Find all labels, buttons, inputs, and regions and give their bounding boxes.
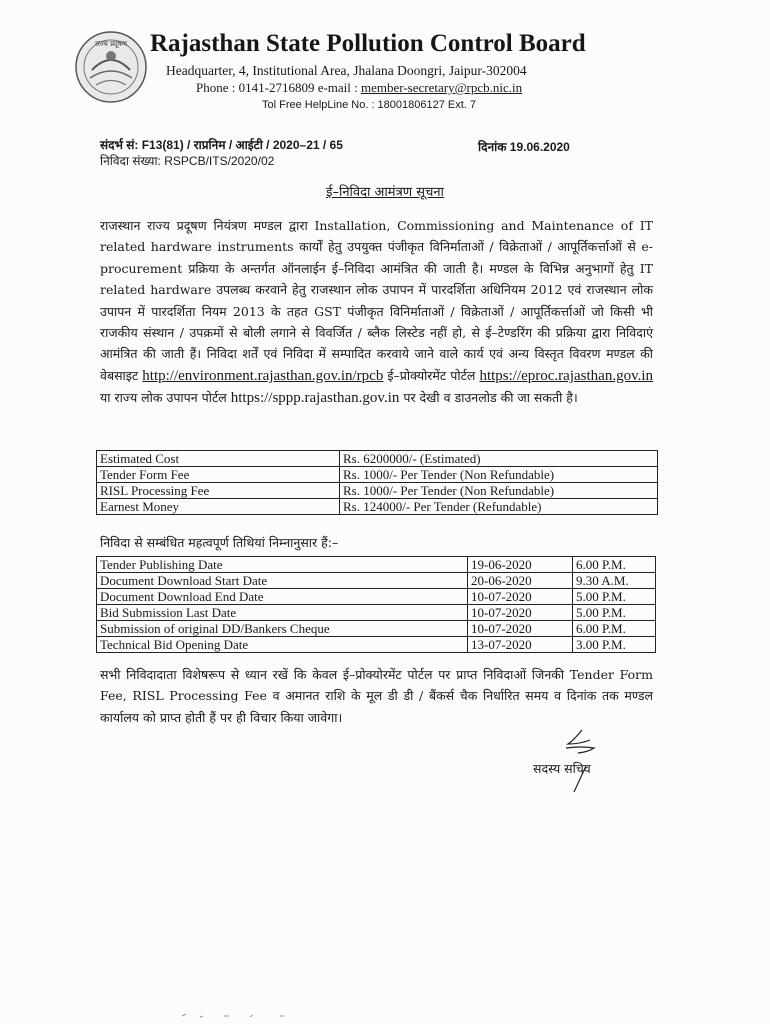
body-text-3: या राज्य लोक उपापन पोर्टल	[100, 390, 231, 406]
event-time: 6.00 P.M.	[573, 621, 656, 637]
event-label: Document Download End Date	[97, 589, 468, 605]
org-contact	[196, 80, 522, 96]
fee-label: RISL Processing Fee	[97, 483, 340, 499]
notice-date: दिनांक 19.06.2020	[478, 140, 570, 154]
event-date: 19-06-2020	[468, 557, 573, 573]
table-row	[97, 557, 656, 573]
event-label: Document Download Start Date	[97, 573, 468, 589]
tollfree-helpline: Tol Free HelpLine No. : 18001806127 Ext. 7	[262, 99, 477, 111]
email-link[interactable]: member-secretary@rpcb.nic.in	[361, 80, 523, 95]
table-row	[97, 573, 656, 589]
sppp-portal-link[interactable]: https://sppp.rajasthan.gov.in	[230, 390, 400, 407]
rspcb-logo	[74, 30, 148, 104]
fee-label: Earnest Money	[97, 499, 340, 515]
table-row	[97, 637, 656, 653]
phone-line: Phone : 0141-2716809 e-mail :	[196, 80, 362, 95]
event-time: 3.00 P.M.	[573, 637, 656, 653]
body-text-2: ई–प्रोक्योरमेंट पोर्टल	[383, 367, 480, 383]
fee-value: Rs. 6200000/- (Estimated)	[340, 451, 658, 467]
logo-text: राज्य प्रदूषण	[95, 40, 127, 48]
body-text-1: राजस्थान राज्य प्रदूषण नियंत्रण मण्डल द्वारा Installation, Commissioning and Maintenance of IT related hardware instruments कार्यों हेतु उपयुक्त पंजीकृत विनिर्माताओं / विक्रेताओं / आपूर्तिकर्त्ताओं से e-procurement प्रक्रिया के अन्तर्गत ऑनलाईन ई–निविदा आमंत्रित की जाती है। मण्डल के विभिन्न अनुभागों हेतु IT related hardware उपलब्ध करवाने हेतु राजस्थान लोक उपापन में पारदर्शिता अधिनियम 2012 एवं राजस्थान लोक उपापन में पारदर्शिता नियम 2013 के तहत GST पंजीकृत विनिर्माताओं / विक्रेताओं / आपूर्तिकर्त्ताओं जो किसी भी राजकीय संस्थान / उपक्रमों से बोली लगाने से विवर्जित / ब्लैक लिस्टेड नहीं हो, से ई–टेण्डरिंग की प्रक्रिया द्वारा निविदाएं आमंत्रित की जाती हैं। निविदा शर्तें एवं निविदा में सम्पादित करवाये जाने वाले कार्य एवं अन्य विस्तृत विवरण मण्डल की वेबसाइट	[100, 218, 653, 383]
signatory-title: सदस्य सचिव	[533, 761, 591, 776]
fee-label: Estimated Cost	[97, 451, 340, 467]
fees-table	[96, 450, 658, 515]
table-row	[97, 467, 658, 483]
fee-value: Rs. 124000/- Per Tender (Refundable)	[340, 499, 658, 515]
website-link[interactable]: http://environment.rajasthan.gov.in/rpcb	[142, 367, 384, 384]
event-time: 9.30 A.M.	[573, 573, 656, 589]
tender-number: निविदा संख्या: RSPCB/ITS/2020/02	[100, 154, 275, 168]
notice-title: ई–निविदा आमंत्रण सूचना	[326, 185, 444, 200]
fee-value: Rs. 1000/- Per Tender (Non Refundable)	[340, 467, 658, 483]
event-date: 10-07-2020	[468, 621, 573, 637]
event-date: 13-07-2020	[468, 637, 573, 653]
org-address: Headquarter, 4, Institutional Area, Jhalana Doongri, Jaipur-302004	[166, 63, 527, 78]
reference-number: संदर्भ सं: F13(81) / राप्रनिम / आईटी / 2020–21 / 65	[100, 138, 343, 152]
table-row	[97, 605, 656, 621]
dates-intro: निविदा से सम्बंधित महत्वपूर्ण तिथियां निम्नानुसार हैं:–	[100, 535, 339, 550]
event-label: Tender Publishing Date	[97, 557, 468, 573]
eproc-portal-link[interactable]: https://eproc.rajasthan.gov.in	[479, 367, 654, 384]
event-date: 20-06-2020	[468, 573, 573, 589]
org-name: Rajasthan State Pollution Control Board	[150, 30, 586, 57]
footer-note: सभी निविदादाता विशेषरूप से ध्यान रखें कि केवल ई–प्रोक्योरमेंट पोर्टल पर प्राप्त निविदाओं जिनकी Tender Form Fee, RISL Processing Fee व अमानत राशि के मूल डी डी / बैंकर्स चैक निर्धारित समय व दिनांक तक मण्डल कार्यालय को प्राप्त होती हैं पर ही विचार किया जावेगा।	[100, 667, 653, 725]
event-time: 5.00 P.M.	[573, 605, 656, 621]
event-date: 10-07-2020	[468, 605, 573, 621]
table-row	[97, 621, 656, 637]
scan-marks	[180, 1010, 300, 1020]
fee-label: Tender Form Fee	[97, 467, 340, 483]
table-row	[97, 499, 658, 515]
table-row	[97, 483, 658, 499]
fee-value: Rs. 1000/- Per Tender (Non Refundable)	[340, 483, 658, 499]
event-label: Technical Bid Opening Date	[97, 637, 468, 653]
event-date: 10-07-2020	[468, 589, 573, 605]
dates-table	[96, 556, 656, 653]
event-label: Submission of original DD/Bankers Cheque	[97, 621, 468, 637]
body-text-4: पर देखी व डाउनलोड की जा सकती है।	[399, 390, 578, 406]
table-row	[97, 451, 658, 467]
event-time: 5.00 P.M.	[573, 589, 656, 605]
event-time: 6.00 P.M.	[573, 557, 656, 573]
event-label: Bid Submission Last Date	[97, 605, 468, 621]
notice-body	[100, 215, 653, 410]
table-row	[97, 589, 656, 605]
